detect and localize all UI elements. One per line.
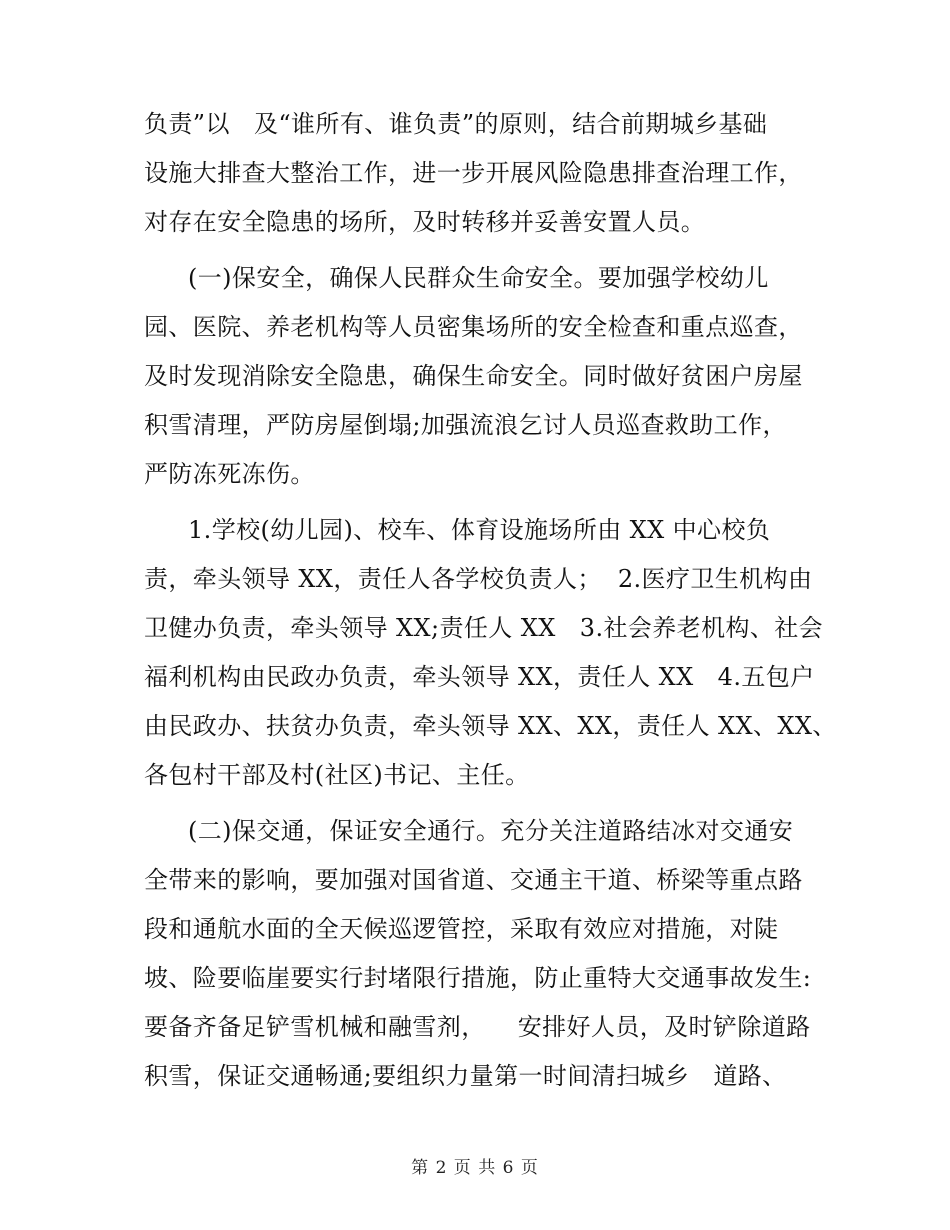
text-line: 负责”以 及“谁所有、谁负责”的原则，结合前期城乡基础 bbox=[144, 110, 768, 138]
text-line: 及时发现消除安全隐患，确保生命安全。同时做好贫困户房屋 bbox=[144, 362, 803, 390]
text-line: 对存在安全隐患的场所，及时转移并妥善安置人员。 bbox=[144, 208, 706, 236]
text-line: 园、医院、养老机构等人员密集场所的安全检查和重点巡查， bbox=[144, 313, 803, 341]
text-line: 积雪，保证交通畅通;要组织力量第一时间清扫城乡 道路、 bbox=[144, 1062, 787, 1090]
text-line: 福利机构由民政办负责，牵头领导 XX，责任人 XX 4.五包户 bbox=[144, 663, 815, 691]
section-heading-line: (二)保交通，保证安全通行。充分关注道路结冰对交通安 bbox=[188, 817, 794, 845]
section-heading-line: (一)保安全，确保人民群众生命安全。要加强学校幼儿 bbox=[188, 264, 769, 292]
text-line: 全带来的影响，要加强对国省道、交通主干道、桥梁等重点路 bbox=[144, 866, 803, 894]
text-line: 责，牵头领导 XX，责任人各学校负责人； 2.医疗卫生机构由 bbox=[144, 565, 813, 593]
text-line: 段和通航水面的全天候巡逻管控，采取有效应对措施，对陡 bbox=[144, 915, 779, 943]
text-line: 要备齐备足铲雪机械和融雪剂， 安排好人员，及时铲除道路 bbox=[144, 1013, 811, 1041]
text-line: 积雪清理，严防房屋倒塌;加强流浪乞讨人员巡查救助工作， bbox=[144, 411, 787, 439]
text-line: 由民政办、扶贫办负责，牵头领导 XX、XX，责任人 XX、XX、 bbox=[144, 712, 837, 740]
text-line: 卫健办负责，牵头领导 XX;责任人 XX 3.社会养老机构、社会 bbox=[144, 614, 824, 642]
text-line: 设施大排查大整治工作，进一步开展风险隐患排查治理工作， bbox=[144, 159, 803, 187]
page-footer: 第 2 页 共 6 页 bbox=[411, 1158, 539, 1178]
text-line: 坡、险要临崖要实行封堵限行措施，防止重特大交通事故发生: bbox=[144, 964, 812, 992]
text-line: 严防冻死冻伤。 bbox=[144, 460, 315, 488]
text-line: 各包村干部及村(社区)书记、主任。 bbox=[144, 761, 530, 789]
list-paragraph-line: 1.学校(幼儿园)、校车、体育设施场所由 XX 中心校负 bbox=[188, 516, 771, 544]
body-text bbox=[144, 100, 844, 1101]
